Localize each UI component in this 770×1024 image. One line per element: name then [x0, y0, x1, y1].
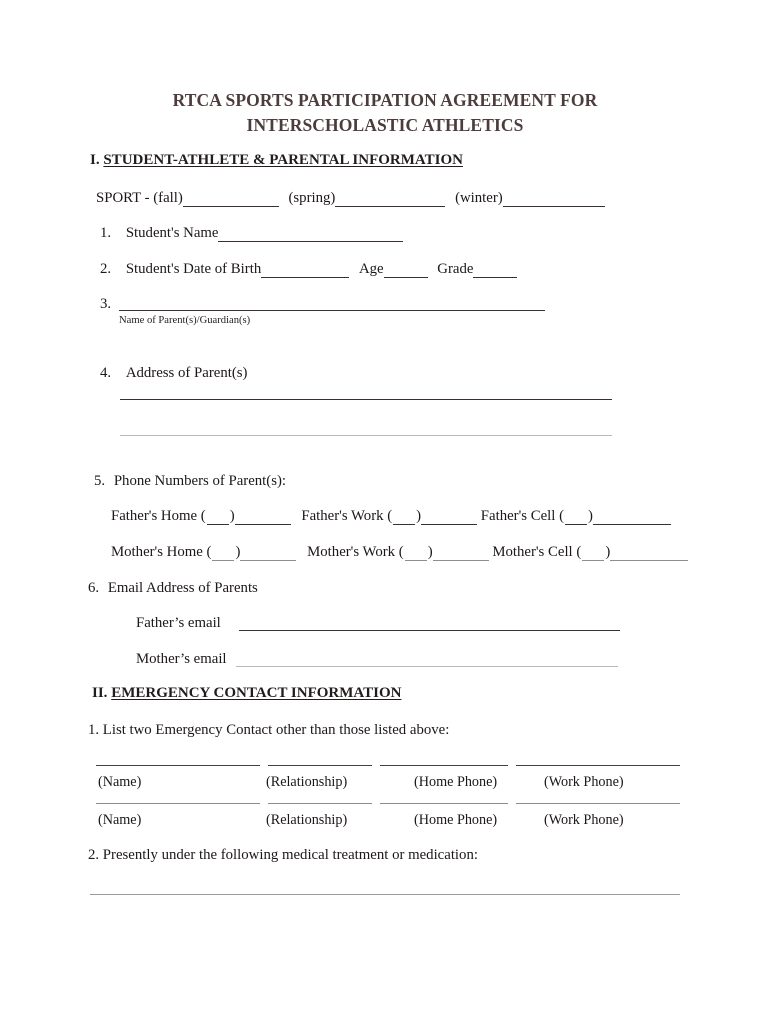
title-line-2: INTERSCHOLASTIC ATHLETICS	[246, 115, 524, 135]
table-cell: (Relationship)	[266, 812, 348, 828]
father-work-paren-close: )	[416, 508, 422, 524]
emergency-2-name-blank[interactable]	[96, 803, 260, 804]
father-home-areacode-blank[interactable]	[207, 524, 229, 525]
section-heading-student-athlete	[90, 152, 463, 169]
email-section-label	[88, 580, 258, 597]
emergency-1-relationship-blank[interactable]	[268, 765, 372, 766]
section-heading-emergency-contact	[92, 685, 401, 702]
father-email-label: Father’s email	[136, 615, 221, 631]
student-age-blank[interactable]	[384, 277, 428, 278]
father-cell-blank[interactable]	[593, 524, 671, 525]
mother-work-areacode-blank[interactable]	[405, 560, 427, 561]
item-3-number: 3.	[100, 296, 112, 312]
father-work-areacode-blank[interactable]	[393, 524, 415, 525]
sport-fall-blank[interactable]	[183, 206, 279, 207]
table-cell: (Home Phone)	[414, 812, 498, 828]
mother-home-label: Mother's Home (	[111, 544, 212, 560]
student-grade-blank[interactable]	[473, 277, 517, 278]
table-row	[96, 803, 680, 839]
mother-home-areacode-blank[interactable]	[212, 560, 234, 561]
parent-name-number	[100, 296, 111, 313]
father-phone-row	[111, 508, 671, 525]
medical-treatment-blank[interactable]	[90, 894, 680, 895]
emergency-1-home-phone-blank[interactable]	[380, 765, 508, 766]
item-1-number: 1.	[100, 225, 112, 241]
mother-work-label: Mother's Work (	[307, 544, 404, 560]
student-name-blank[interactable]	[218, 241, 403, 242]
section-1-numeral: I.	[90, 152, 100, 168]
email-section-text: Email Address of Parents	[107, 580, 258, 596]
emergency-contact-table	[96, 765, 680, 839]
sport-spring-label: (spring)	[288, 190, 336, 206]
student-name-label: Student's Name	[125, 225, 219, 241]
student-dob-label: Student's Date of Birth	[125, 261, 262, 277]
address-label: Address of Parent(s)	[125, 365, 248, 381]
address-row	[100, 365, 247, 382]
title-line-1: RTCA SPORTS PARTICIPATION AGREEMENT FOR	[172, 90, 598, 110]
sport-fall-label: SPORT - (fall)	[96, 190, 183, 206]
address-blank-line-1[interactable]	[120, 399, 612, 400]
table-cell: (Relationship)	[266, 774, 348, 790]
mother-cell-blank[interactable]	[610, 560, 688, 561]
parent-name-caption: Name of Parent(s)/Guardian(s)	[119, 315, 251, 326]
father-work-label: Father's Work (	[301, 508, 393, 524]
table-cell: (Work Phone)	[544, 812, 624, 828]
mother-phone-row	[111, 544, 688, 561]
mother-home-paren-close: )	[235, 544, 241, 560]
page-title	[0, 88, 770, 138]
emergency-2-work-phone-blank[interactable]	[516, 803, 680, 804]
student-age-label: Age	[358, 261, 384, 277]
item-5-number: 5.	[94, 473, 106, 489]
mother-cell-paren-close: )	[605, 544, 611, 560]
sport-winter-blank[interactable]	[503, 206, 605, 207]
father-home-paren-close: )	[229, 508, 235, 524]
mother-work-blank[interactable]	[433, 560, 489, 561]
parent-name-blank[interactable]	[119, 310, 545, 311]
section-2-label: EMERGENCY CONTACT INFORMATION	[111, 685, 402, 701]
father-home-blank[interactable]	[235, 524, 291, 525]
table-cell: (Work Phone)	[544, 774, 624, 790]
table-cell: (Name)	[98, 774, 142, 790]
mother-work-paren-close: )	[427, 544, 433, 560]
emergency-2-relationship-blank[interactable]	[268, 803, 372, 804]
mother-email-blank[interactable]	[236, 666, 618, 667]
section-1-label: STUDENT-ATHLETE & PARENTAL INFORMATION	[103, 152, 463, 168]
father-cell-label: Father's Cell (	[480, 508, 565, 524]
father-cell-areacode-blank[interactable]	[565, 524, 587, 525]
item-4-number: 4.	[100, 365, 112, 381]
sport-row	[96, 190, 605, 207]
student-name-row	[100, 225, 403, 242]
emergency-list-label: 1. List two Emergency Contact other than those listed above:	[88, 722, 450, 738]
emergency-1-name-blank[interactable]	[96, 765, 260, 766]
phone-section-label	[94, 473, 286, 490]
mother-cell-areacode-blank[interactable]	[582, 560, 604, 561]
student-grade-label: Grade	[437, 261, 474, 277]
item-6-number: 6.	[88, 580, 100, 596]
table-cell: (Home Phone)	[414, 774, 498, 790]
emergency-2-home-phone-blank[interactable]	[380, 803, 508, 804]
table-cell: (Name)	[98, 812, 142, 828]
phone-section-text: Phone Numbers of Parent(s):	[113, 473, 286, 489]
mother-email-label: Mother’s email	[136, 651, 227, 667]
emergency-1-work-phone-blank[interactable]	[516, 765, 680, 766]
medical-treatment-label: 2. Presently under the following medical treatment or medication:	[88, 847, 478, 863]
table-row	[96, 765, 680, 801]
father-work-blank[interactable]	[421, 524, 477, 525]
father-email-blank[interactable]	[239, 630, 620, 631]
item-2-number: 2.	[100, 261, 112, 277]
sport-spring-blank[interactable]	[335, 206, 445, 207]
student-dob-row	[100, 261, 517, 278]
father-home-label: Father's Home (	[111, 508, 206, 524]
mother-home-blank[interactable]	[240, 560, 296, 561]
father-cell-paren-close: )	[588, 508, 593, 524]
address-blank-line-2[interactable]	[120, 435, 612, 436]
student-dob-blank[interactable]	[261, 277, 349, 278]
section-2-numeral: II.	[92, 685, 108, 701]
mother-cell-label: Mother's Cell (	[492, 544, 582, 560]
sport-winter-label: (winter)	[455, 190, 503, 206]
